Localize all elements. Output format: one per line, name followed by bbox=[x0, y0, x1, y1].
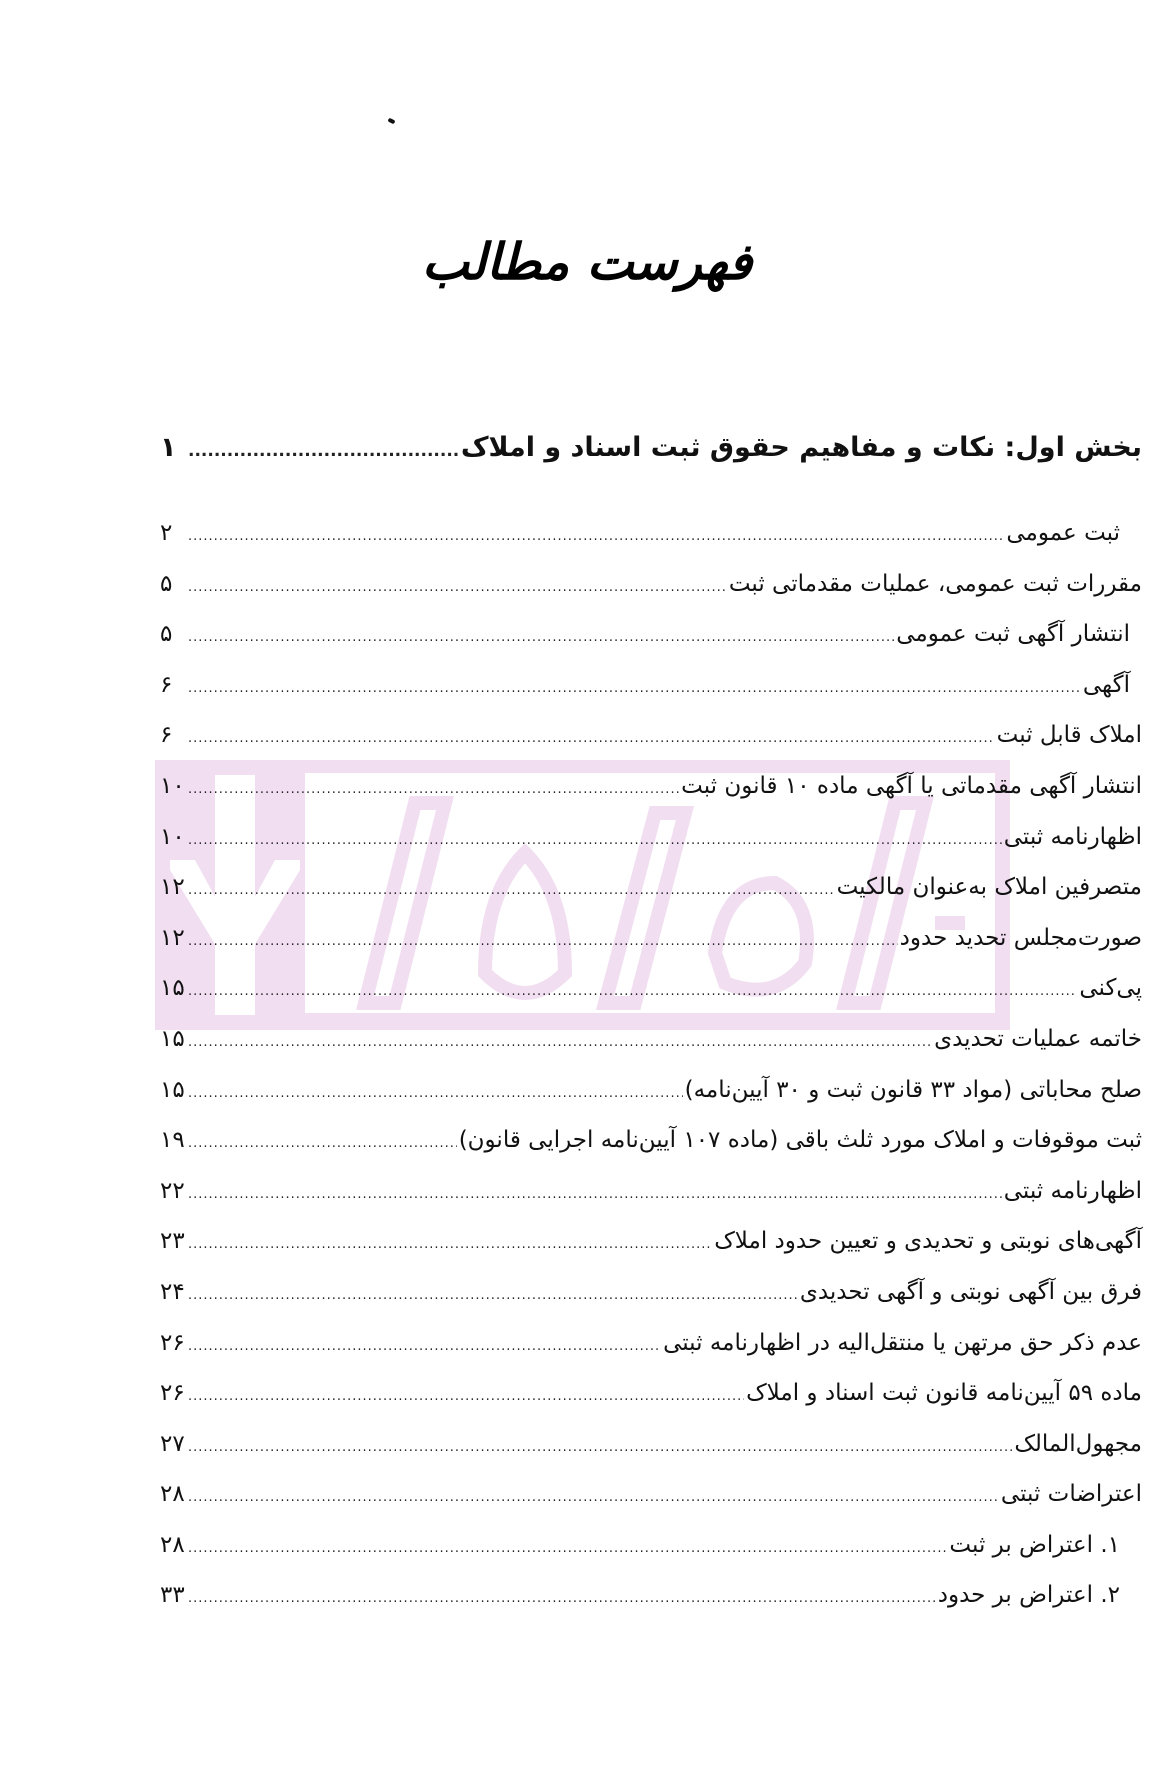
toc-entry[interactable] bbox=[160, 1115, 1142, 1166]
toc-entry[interactable] bbox=[160, 862, 1142, 913]
toc-entry-label: املاک قابل ثبت bbox=[996, 722, 1142, 749]
toc-page-number: ۱۲ bbox=[160, 924, 185, 951]
toc-page-number: ۲ bbox=[160, 520, 173, 546]
dot-leader bbox=[188, 1220, 712, 1271]
toc-entry-label: آگهی bbox=[1082, 671, 1130, 698]
toc-entry[interactable] bbox=[160, 1267, 1142, 1318]
toc-entry[interactable] bbox=[160, 1570, 1142, 1621]
toc-page-number: ۲۳ bbox=[160, 1228, 185, 1255]
toc-entry[interactable] bbox=[160, 913, 1142, 964]
toc-page-number: ۱۵ bbox=[160, 1025, 185, 1052]
dot-leader bbox=[188, 816, 1002, 867]
toc-entry-label: ۲. اعتراض بر حدود bbox=[937, 1582, 1120, 1609]
toc-entry[interactable] bbox=[160, 963, 1142, 1014]
toc-entry-label: مقررات ثبت عمومی، عملیات مقدماتی ثبت bbox=[728, 570, 1142, 597]
toc-entry-label: بخش اول: نکات و مفاهیم حقوق ثبت اسناد و املاک bbox=[460, 432, 1142, 463]
dot-leader bbox=[188, 1524, 947, 1575]
toc-entry-label: صلح محاباتی (مواد ۳۳ قانون ثبت و ۳۰ آیین‌نامه) bbox=[684, 1076, 1142, 1103]
toc-page-number: ۱۰ bbox=[160, 823, 185, 850]
toc-entry[interactable] bbox=[160, 1166, 1142, 1217]
dot-leader bbox=[188, 765, 679, 816]
toc-entry-label: انتشار آگهی مقدماتی یا آگهی ماده ۱۰ قانون ثبت bbox=[681, 772, 1142, 799]
toc-entry[interactable] bbox=[160, 1469, 1142, 1520]
toc-page-number: ۱۲ bbox=[160, 874, 185, 901]
toc-entry[interactable] bbox=[160, 1065, 1142, 1116]
toc-entry-label: ۱. اعتراض بر ثبت bbox=[949, 1531, 1120, 1558]
toc-entry[interactable] bbox=[160, 1014, 1142, 1065]
toc-entry-label: انتشار آگهی ثبت عمومی bbox=[896, 621, 1130, 648]
toc-entry[interactable] bbox=[160, 1216, 1142, 1267]
toc-page-number: ۲۷ bbox=[160, 1430, 185, 1457]
toc-page-number: ۶ bbox=[160, 671, 173, 698]
dot-leader bbox=[188, 1170, 1002, 1221]
toc-part-heading[interactable] bbox=[160, 418, 1142, 508]
toc-page-number: ۱۵ bbox=[160, 1076, 185, 1103]
toc-page-number: ۶ bbox=[160, 722, 173, 749]
dot-leader bbox=[188, 1372, 744, 1423]
toc-entry-label: خاتمه عملیات تحدیدی bbox=[934, 1025, 1142, 1052]
toc-page-number: ۲۴ bbox=[160, 1278, 185, 1305]
dot-leader bbox=[188, 421, 459, 481]
toc-page-number: ۲۸ bbox=[160, 1481, 185, 1508]
toc-page-number: ۱ bbox=[160, 432, 177, 463]
toc-entry-label: ماده ۵۹ آیین‌نامه قانون ثبت اسناد و املاک bbox=[746, 1380, 1142, 1407]
dot-leader bbox=[188, 1322, 661, 1373]
toc-entry-label: آگهی‌های نوبتی و تحدیدی و تعیین حدود املاک bbox=[714, 1228, 1142, 1255]
toc-page-number: ۱۹ bbox=[160, 1127, 185, 1154]
dot-leader bbox=[188, 1423, 1012, 1474]
toc-entry-label: صورت‌مجلس تحدید حدود bbox=[899, 924, 1142, 951]
dot-leader bbox=[188, 1574, 936, 1625]
toc-entry-label: فرق بین آگهی نوبتی و آگهی تحدیدی bbox=[799, 1278, 1142, 1305]
toc-entry[interactable] bbox=[160, 609, 1142, 660]
page-title: فهرست مطالب bbox=[421, 232, 753, 291]
dot-leader bbox=[188, 664, 1081, 715]
dot-leader bbox=[188, 866, 835, 917]
dot-leader bbox=[188, 1069, 683, 1120]
toc-entry-label: اظهارنامه ثبتی bbox=[1003, 1177, 1142, 1204]
toc-entry-label: پی‌کنی bbox=[1079, 975, 1142, 1002]
toc-page-number: ۱۵ bbox=[160, 975, 185, 1002]
toc-entry[interactable] bbox=[160, 710, 1142, 761]
toc-page-number: ۵ bbox=[160, 570, 173, 597]
toc-entry[interactable] bbox=[160, 1520, 1142, 1571]
toc-page-number: ۲۸ bbox=[160, 1531, 185, 1558]
toc-entry-label: اظهارنامه ثبتی bbox=[1003, 823, 1142, 850]
toc-entry-label: ثبت عمومی bbox=[1006, 520, 1120, 546]
dot-leader bbox=[188, 613, 894, 664]
toc-page-number: ۲۶ bbox=[160, 1380, 185, 1407]
toc-page-number: ۲۶ bbox=[160, 1329, 185, 1356]
dot-leader bbox=[188, 1271, 798, 1322]
toc-entry-label: اعتراضات ثبتی bbox=[1000, 1481, 1142, 1508]
toc-entry-label: ثبت موقوفات و املاک مورد ثلث باقی (ماده ۱۰۷ آیین‌نامه اجرایی قانون) bbox=[458, 1127, 1142, 1154]
ink-speck bbox=[387, 118, 395, 125]
toc-entry[interactable] bbox=[160, 1419, 1142, 1470]
dot-leader bbox=[188, 1473, 999, 1524]
table-of-contents bbox=[160, 418, 1142, 1621]
toc-entry-label: مجهول‌المالک bbox=[1014, 1430, 1142, 1457]
toc-page-number: ۳۳ bbox=[160, 1582, 185, 1609]
dot-leader bbox=[188, 917, 898, 968]
toc-entry-label: عدم ذکر حق مرتهن یا منتقل‌الیه در اظهارنامه ثبتی bbox=[663, 1329, 1142, 1356]
toc-entry-label: متصرفین املاک به‌عنوان مالکیت bbox=[836, 874, 1142, 901]
toc-page-number: ۵ bbox=[160, 621, 173, 648]
toc-entry[interactable] bbox=[160, 761, 1142, 812]
dot-leader bbox=[188, 563, 727, 614]
dot-leader bbox=[188, 512, 1004, 563]
dot-leader bbox=[188, 1119, 457, 1170]
toc-entry[interactable] bbox=[160, 508, 1142, 559]
toc-entry[interactable] bbox=[160, 660, 1142, 711]
toc-entry[interactable] bbox=[160, 1318, 1142, 1369]
dot-leader bbox=[188, 1018, 932, 1069]
toc-entry[interactable] bbox=[160, 559, 1142, 610]
dot-leader bbox=[188, 967, 1077, 1018]
toc-entry[interactable] bbox=[160, 812, 1142, 863]
toc-entry[interactable] bbox=[160, 1368, 1142, 1419]
toc-page-number: ۲۲ bbox=[160, 1177, 185, 1204]
toc-page-number: ۱۰ bbox=[160, 772, 185, 799]
dot-leader bbox=[188, 714, 995, 765]
